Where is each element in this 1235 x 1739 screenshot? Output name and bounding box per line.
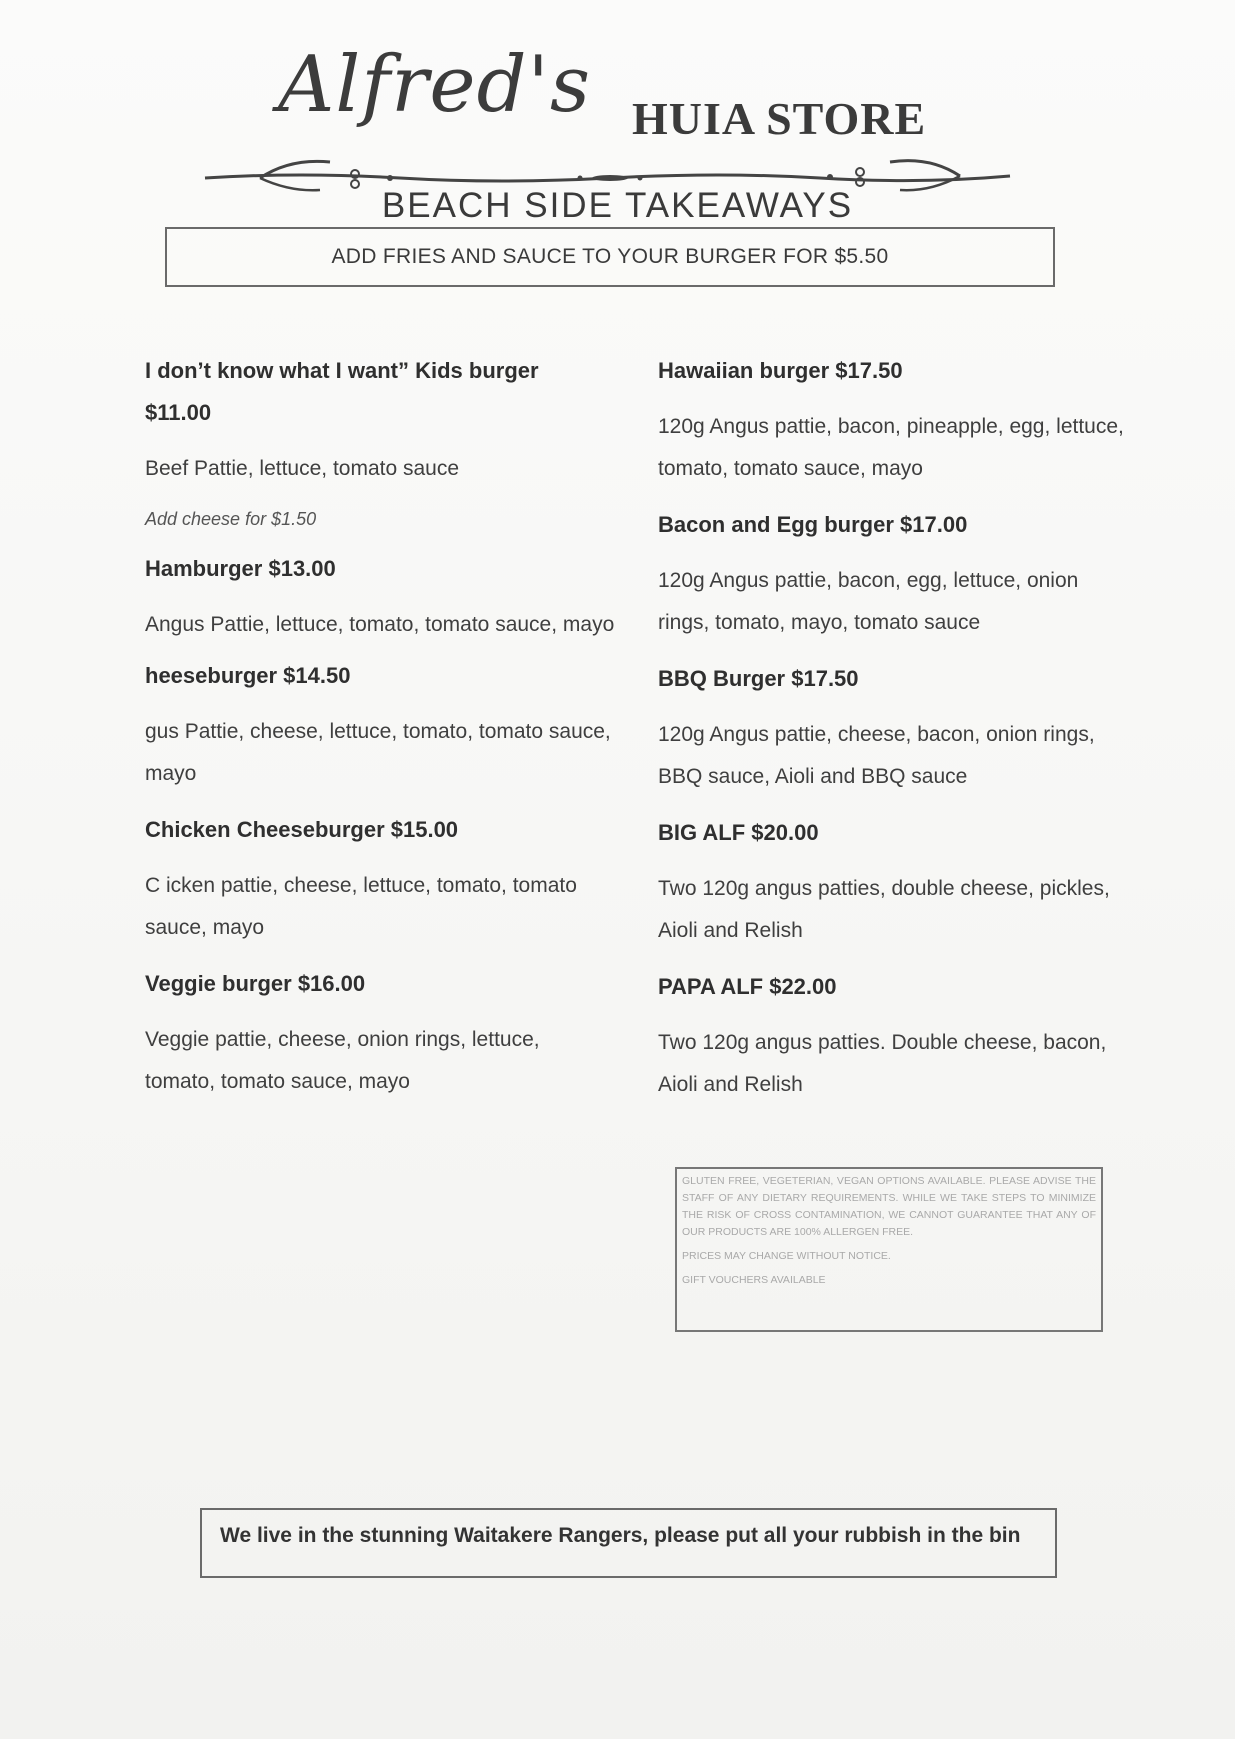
menu-column-left bbox=[145, 350, 615, 1103]
menu-item bbox=[145, 963, 615, 1103]
logo-store-text: HUIA STORE bbox=[632, 93, 927, 144]
menu-item bbox=[658, 658, 1128, 798]
menu-item-price: $11.00 bbox=[145, 400, 212, 425]
menu-item bbox=[145, 350, 615, 534]
menu-item-title: Bacon and Egg burger $17.00 bbox=[658, 512, 968, 537]
menu-item-description: 120g Angus pattie, bacon, pineapple, egg, lettuce, tomato, tomato sauce, mayo bbox=[658, 415, 1124, 480]
menu-item bbox=[658, 812, 1128, 952]
menu-item-title: BBQ Burger $17.50 bbox=[658, 666, 859, 691]
promo-banner bbox=[165, 227, 1055, 287]
menu-item bbox=[145, 548, 615, 641]
menu-item-description: 120g Angus pattie, cheese, bacon, onion rings, BBQ sauce, Aioli and BBQ sauce bbox=[658, 723, 1095, 788]
menu-item bbox=[658, 504, 1128, 644]
footer-message: We live in the stunning Waitakere Rangers, please put all your rubbish in the bin bbox=[220, 1524, 1021, 1547]
subtitle: BEACH SIDE TAKEAWAYS bbox=[381, 186, 854, 225]
menu-item-description: Beef Pattie, lettuce, tomato sauce bbox=[145, 457, 460, 480]
menu-item-description: gus Pattie, cheese, lettuce, tomato, tomato sauce, mayo bbox=[145, 720, 611, 785]
allergen-notice bbox=[675, 1167, 1103, 1332]
menu-item-description: 120g Angus pattie, bacon, egg, lettuce, onion rings, tomato, mayo, tomato sauce bbox=[658, 569, 1079, 634]
menu-item bbox=[658, 350, 1128, 490]
menu-item-description: C icken pattie, cheese, lettuce, tomato, tomato sauce, mayo bbox=[145, 874, 577, 939]
menu-item-description: Veggie pattie, cheese, onion rings, lettuce, tomato, tomato sauce, mayo bbox=[145, 1028, 540, 1093]
menu-item bbox=[658, 966, 1128, 1106]
menu-item-note: Add cheese for $1.50 bbox=[145, 509, 317, 529]
menu-item-description: Two 120g angus patties, double cheese, pickles, Aioli and Relish bbox=[658, 877, 1110, 942]
menu-column-right bbox=[658, 350, 1128, 1106]
menu-item-title: PAPA ALF $22.00 bbox=[658, 974, 837, 999]
menu-item bbox=[145, 809, 615, 949]
menu-item-title: BIG ALF $20.00 bbox=[658, 820, 819, 845]
footer-notice bbox=[200, 1508, 1057, 1578]
menu-item-title: Hamburger $13.00 bbox=[145, 556, 336, 581]
price-notice-text: PRICES MAY CHANGE WITHOUT NOTICE. bbox=[682, 1250, 891, 1262]
menu-item-title: Chicken Cheeseburger $15.00 bbox=[145, 817, 459, 842]
menu-item-title: heeseburger $14.50 bbox=[145, 663, 351, 688]
menu-item-title: I don’t know what I want” Kids burger bbox=[145, 358, 539, 383]
menu-item-description: Angus Pattie, lettuce, tomato, tomato sauce, mayo bbox=[145, 613, 615, 636]
gift-voucher-text: GIFT VOUCHERS AVAILABLE bbox=[682, 1274, 826, 1286]
promo-text: ADD FRIES AND SAUCE TO YOUR BURGER FOR $5.50 bbox=[331, 245, 889, 268]
menu-item-title: Veggie burger $16.00 bbox=[145, 971, 366, 996]
allergen-text: GLUTEN FREE, VEGETERIAN, VEGAN OPTIONS AVAILABLE. PLEASE ADVISE THE STAFF OF ANY DIETARY REQUIREMENTS. WHILE WE TAKE STEPS TO MINIMIZE THE RISK OF CROSS CONTAMINATION, WE CANNOT GUARANTEE THAT ANY OF OUR PRODUCTS ARE 100% ALLERGEN FREE. bbox=[682, 1175, 1096, 1238]
menu-item bbox=[145, 655, 615, 795]
menu-item-title: Hawaiian burger $17.50 bbox=[658, 358, 903, 383]
logo-script-text: Alfred's bbox=[278, 40, 591, 130]
menu-item-description: Two 120g angus patties. Double cheese, bacon, Aioli and Relish bbox=[658, 1031, 1107, 1096]
